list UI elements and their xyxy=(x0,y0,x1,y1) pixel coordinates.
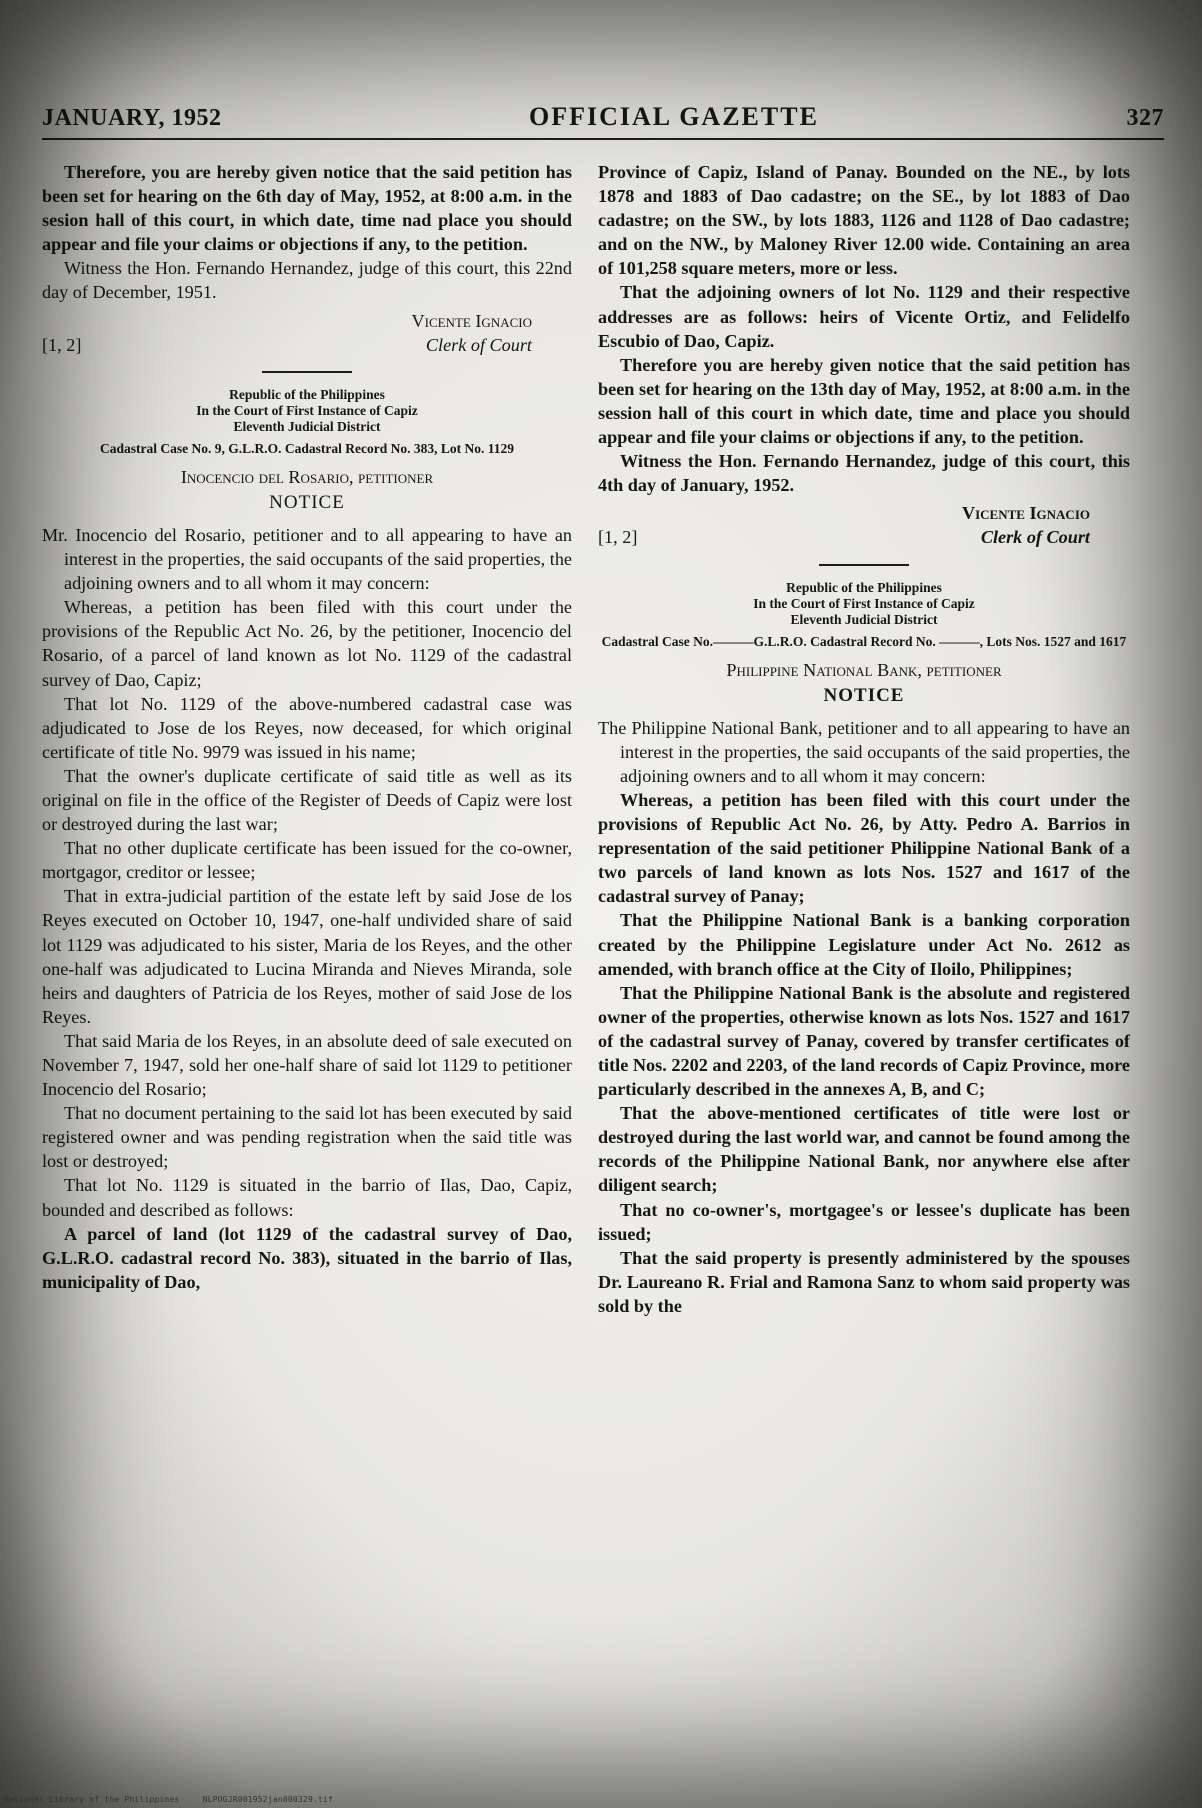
court-line: Republic of the Philippines xyxy=(229,386,385,402)
paragraph: That no other duplicate certificate has been issued for the co-owner, mortgagor, creditor or lessee; xyxy=(42,838,572,883)
paragraph: That the Philippine National Bank is the absolute and registered owner of the properties, otherwise known as lots Nos. 1527 and 1617 of the cadastral survey of Panay, covered by transfer certificates of title Nos. 2202 and 2203, of the land records of Capiz Province, more particularly described in the annexes A, B, and C; xyxy=(598,982,1130,1100)
signature-ref: [1, 2] xyxy=(598,527,638,548)
court-heading xyxy=(598,580,1130,628)
paragraph: Whereas, a petition has been filed with this court under the provisions of Republic Act No. 26, by Atty. Pedro A. Barrios in representation of the said petitioner Philippine National Bank of a two parcels of land known as lots Nos. 1527 and 1617 of the cadastral survey of Panay; xyxy=(598,789,1130,907)
petitioner-line: Philippine National Bank, petitioner xyxy=(726,659,1002,680)
paragraph: That no co-owner's, mortgagee's or lessee's duplicate has been issued; xyxy=(598,1199,1130,1244)
paragraph: Witness the Hon. Fernando Hernandez, judge of this court, this 4th day of January, 1952. xyxy=(598,451,1130,496)
section-divider xyxy=(262,371,352,373)
paragraph: That said Maria de los Reyes, in an absolute deed of sale executed on November 7, 1947, sold her one-half share of said lot 1129 to petitioner Inocencio del Rosario; xyxy=(42,1030,572,1100)
paragraph: That in extra-judicial partition of the estate left by said Jose de los Reyes executed on October 10, 1947, one-half undivided share of said lot 1129 was adjudicated to his sister, Maria de los Reyes, and the other one-half was adjudicated to Lucina Miranda and Nieves Miranda, sole heirs and daughters of Patricia de los Reyes, mother of said Jose de los Reyes. xyxy=(42,886,572,1027)
signature-block xyxy=(42,309,572,357)
signature-title: Clerk of Court xyxy=(980,527,1090,548)
paragraph: That lot No. 1129 of the above-numbered cadastral case was adjudicated to Jose de los Reyes, now deceased, for which original certificate of title No. 9979 was issued in his name; xyxy=(42,693,572,762)
page-header xyxy=(42,96,1164,132)
header-date: JANUARY, 1952 xyxy=(42,105,222,131)
paragraph: That the adjoining owners of lot No. 1129 and their respective addresses are as follows: heirs of Vicente Ortiz, and Felidelfo Escubio of Dao, Capiz. xyxy=(598,282,1130,351)
signature-name-block xyxy=(962,501,1130,549)
header-page-number: 327 xyxy=(1126,105,1164,131)
paragraph: Therefore you are hereby given notice that the said petition has been set for hearing on the 13th day of May, 1952, at 8:00 a.m. in the session hall of this court in which date, time and place you should appear and file your claims or objections if any, to the petition. xyxy=(598,354,1130,448)
footer-file: NLPOGJR001952jan000329.tif xyxy=(202,1795,334,1804)
paragraph: Province of Capiz, Island of Panay. Bounded on the NE., by lots 1878 and 1883 of Dao cadastre; on the SE., by lot 1883 of Dao cadastre; on the SW., by lots 1883, 1126 and 1128 of Dao cadastre; and on the NW., by Maloney River 12.00 wide. Containing an area of 101,258 square meters, more or less. xyxy=(598,162,1130,279)
signature-ref: [1, 2] xyxy=(42,334,82,355)
case-reference: Cadastral Case No. 9, G.L.R.O. Cadastral Record No. 383, Lot No. 1129 xyxy=(100,440,514,456)
court-line: Eleventh Judicial District xyxy=(233,418,381,434)
case-reference: Cadastral Case No.———G.L.R.O. Cadastral Record No. ———, Lots Nos. 1527 and 1617 xyxy=(601,633,1127,649)
header-title: OFFICIAL GAZETTE xyxy=(529,102,819,131)
notice-heading: NOTICE xyxy=(269,491,345,513)
court-line: Eleventh Judicial District xyxy=(790,611,938,627)
signature-name: Vicente Ignacio xyxy=(411,310,532,331)
paragraph: That the above-mentioned certificates of title were lost or destroyed during the last world war, and cannot be found among the records of the Philippine National Bank, nor anywhere else after diligent search; xyxy=(598,1103,1130,1196)
signature-title: Clerk of Court xyxy=(425,334,532,355)
paragraph: That the Philippine National Bank is a banking corporation created by the Philippine Legislature under Act No. 2612 as amended, with branch office at the City of Iloilo, Philippines; xyxy=(598,910,1130,979)
notice-address: The Philippine National Bank, petitioner and to all appearing to have an interest in the properties, the said occupants of the said properties, the adjoining owners and to all whom it may concern: xyxy=(598,717,1130,786)
scan-footer xyxy=(4,1795,351,1804)
paragraph: That lot No. 1129 is situated in the barrio of Ilas, Dao, Capiz, bounded and described as follows: xyxy=(42,1175,572,1220)
court-line: In the Court of First Instance of Capiz xyxy=(753,595,975,611)
notice-address: Mr. Inocencio del Rosario, petitioner and to all appearing to have an interest in the properties, the said occupants of the said properties, the adjoining owners and to all whom it may concern: xyxy=(42,524,572,594)
signature-name: Vicente Ignacio xyxy=(961,503,1090,524)
paragraph: Witness the Hon. Fernando Hernandez, judge of this court, this 22nd day of December, 1951. xyxy=(42,258,572,303)
paragraph: A parcel of land (lot 1129 of the cadastral survey of Dao, G.L.R.O. cadastral record No. 383), situated in the barrio of Ilas, municipality of Dao, xyxy=(42,1223,572,1292)
section-divider xyxy=(819,564,909,566)
right-column xyxy=(598,160,1130,1318)
left-column xyxy=(42,160,572,1294)
court-heading xyxy=(42,387,572,435)
header-rule xyxy=(42,138,1164,140)
paragraph: That the said property is presently administered by the spouses Dr. Laureano R. Frial and Ramona Sanz to whom said property was sold by the xyxy=(598,1247,1130,1316)
notice-heading: NOTICE xyxy=(823,684,905,706)
signature-block xyxy=(598,501,1130,549)
paragraph: Whereas, a petition has been filed with this court under the provisions of the Republic Act No. 26, by the petitioner, Inocencio del Rosario, of a parcel of land known as lot No. 1129 of the cadastral survey of Dao, Capiz; xyxy=(42,597,572,690)
court-line: Republic of the Philippines xyxy=(786,579,942,595)
paragraph: That the owner's duplicate certificate of said title as well as its original on file in the office of the Register of Deeds of Capiz were lost or destroyed during the last war; xyxy=(42,765,572,835)
petitioner-line: Inocencio del Rosario, petitioner xyxy=(180,466,434,487)
footer-source: National Library of the Philippines xyxy=(4,1795,180,1804)
signature-name-block xyxy=(411,309,572,357)
court-line: In the Court of First Instance of Capiz xyxy=(196,402,418,418)
paragraph: Therefore, you are hereby given notice that the said petition has been set for hearing on the 6th day of May, 1952, at 8:00 a.m. in the sesion hall of this court, in which date, time nad place you should appear and file your claims or objections if any, to the petition. xyxy=(42,162,572,255)
paragraph: That no document pertaining to the said lot has been executed by said registered owner and was pending registration when the said title was lost or destroyed; xyxy=(42,1103,572,1172)
